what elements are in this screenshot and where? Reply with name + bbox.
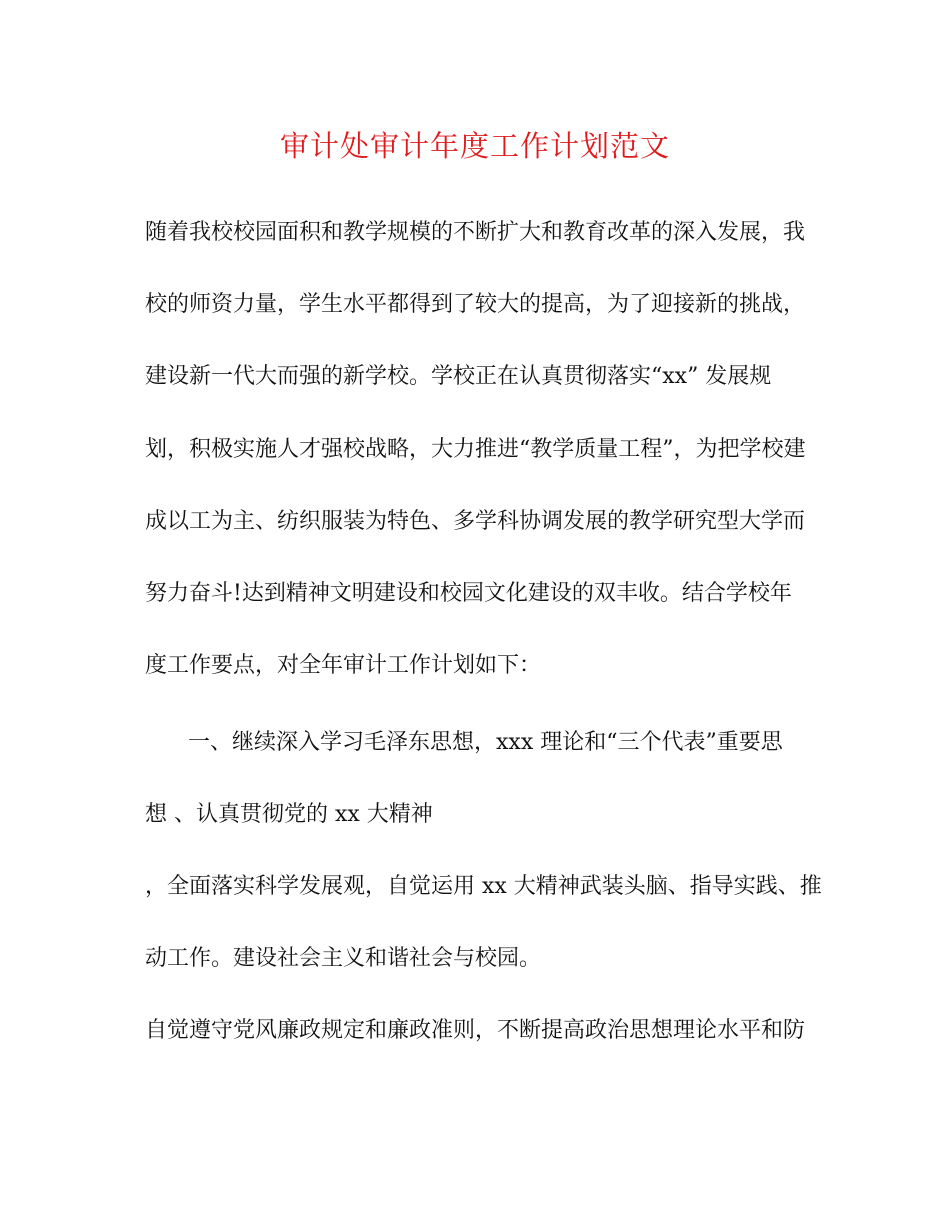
body-line-5: 成以工为主、纺织服装为特色、多学科协调发展的教学研究型大学而	[145, 509, 806, 534]
body-line-2: 校的师资力量，学生水平都得到了较大的提高，为了迎接新的挑战，	[145, 292, 806, 317]
body-line-8: ，全面落实科学发展观，自觉运用 xx 大精神武装头脑、指导实践、推	[145, 874, 822, 899]
body-line-7: 度工作要点，对全年审计工作计划如下：	[145, 653, 542, 678]
section-heading-line-2: 想 、认真贯彻党的 xx 大精神	[145, 802, 433, 827]
body-line-1: 随着我校校园面积和教学规模的不断扩大和教育改革的深入发展，我	[145, 220, 806, 245]
body-line-9: 动工作。建设社会主义和谐社会与校园。	[145, 946, 542, 971]
section-heading-line-1: 一、继续深入学习毛泽东思想，xxx 理论和“三个代表”重要思	[188, 730, 783, 755]
body-line-4: 划，积极实施人才强校战略，大力推进“教学质量工程”，为把学校建	[145, 437, 806, 462]
document-title: 审计处审计年度工作计划范文	[279, 129, 670, 163]
body-line-3: 建设新一代大而强的新学校。学校正在认真贯彻落实“xx” 发展规	[145, 364, 772, 389]
body-line-10: 自觉遵守党风廉政规定和廉政准则，不断提高政治思想理论水平和防	[145, 1018, 806, 1043]
body-line-6: 努力奋斗!达到精神文明建设和校园文化建设的双丰收。结合学校年	[145, 581, 792, 606]
